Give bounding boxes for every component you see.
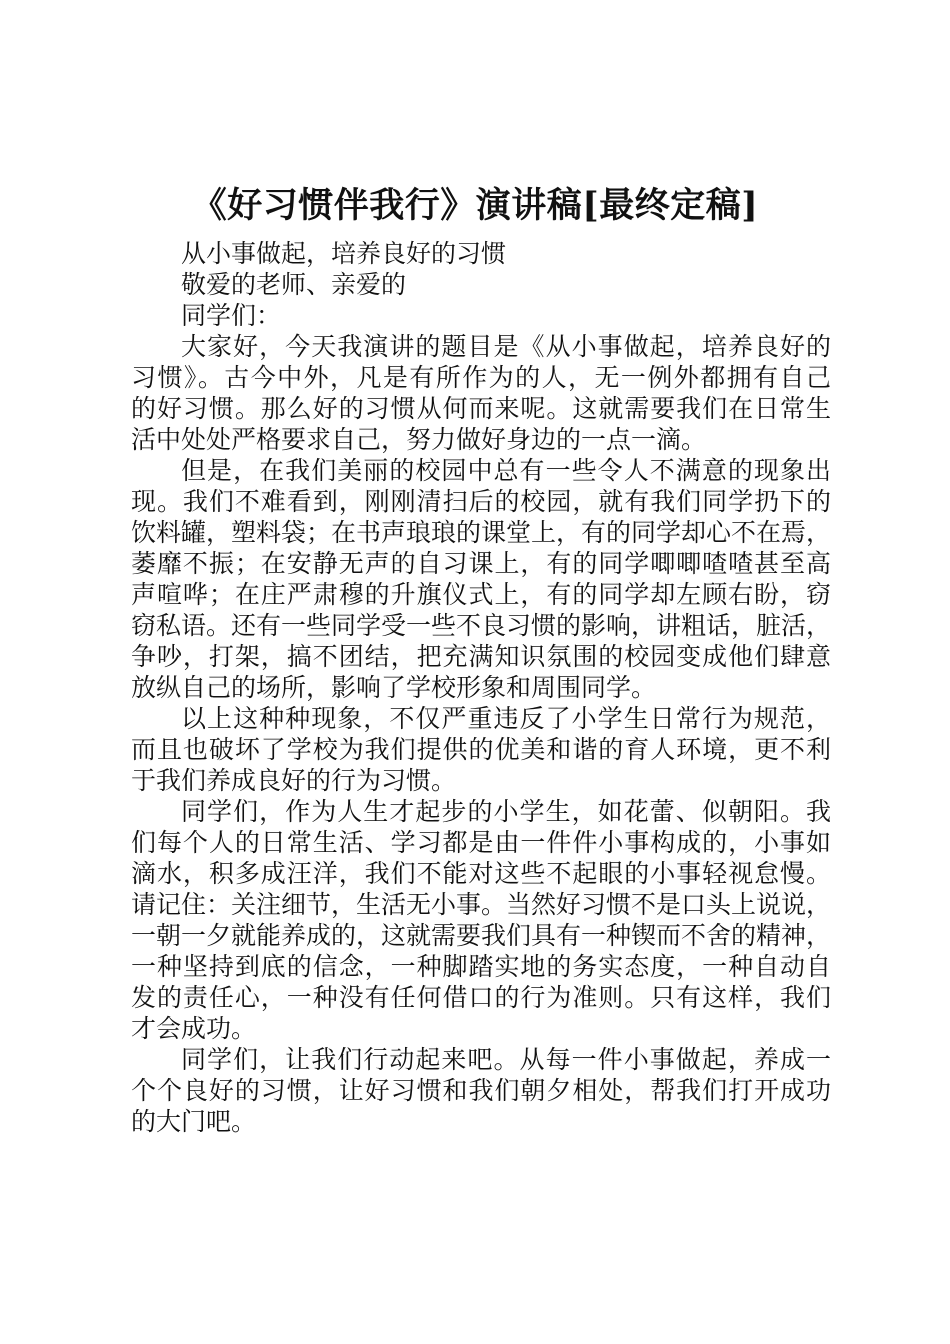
paragraph-line: 习惯》。古今中外，凡是有所作为的人，无一例外都拥有自己 bbox=[131, 363, 831, 392]
paragraph-line: 活中处处严格要求自己，努力做好身边的一点一滴。 bbox=[131, 425, 707, 454]
document-body bbox=[131, 238, 831, 1137]
paragraph-line: 请记住：关注细节，生活无小事。当然好习惯不是口头上说说， bbox=[131, 890, 832, 919]
paragraph-line: 争吵，打架，搞不团结，把充满知识氛围的校园变成他们肆意 bbox=[131, 642, 831, 671]
paragraph-line: 窃私语。还有一些同学受一些不良习惯的影响，讲粗话，脏活， bbox=[131, 611, 832, 640]
paragraph-line: 放纵自己的场所，影响了学校形象和周围同学。 bbox=[131, 673, 657, 702]
paragraph-line: 饮料罐，塑料袋；在书声琅琅的课堂上，有的同学却心不在焉， bbox=[131, 518, 832, 547]
paragraph-line: 现。我们不难看到，刚刚清扫后的校园，就有我们同学扔下的 bbox=[131, 487, 831, 516]
paragraph-line: 大家好，今天我演讲的题目是《从小事做起，培养良好的 bbox=[181, 332, 831, 361]
paragraph-line: 们每个人的日常生活、学习都是由一件件小事构成的，小事如 bbox=[131, 828, 831, 857]
paragraph-line: 同学们，让我们行动起来吧。从每一件小事做起，养成一 bbox=[181, 1045, 831, 1074]
paragraph-line: 才会成功。 bbox=[131, 1014, 257, 1043]
paragraph-line: 以上这种种现象，不仅严重违反了小学生日常行为规范， bbox=[181, 704, 831, 733]
salutation-line: 同学们： bbox=[181, 301, 282, 330]
paragraph-line: 个个良好的习惯，让好习惯和我们朝夕相处，帮我们打开成功 bbox=[131, 1076, 831, 1105]
paragraph-line: 而且也破坏了学校为我们提供的优美和谐的育人环境，更不利 bbox=[131, 735, 831, 764]
salutation-line: 敬爱的老师、亲爱的 bbox=[181, 270, 407, 299]
paragraph-line: 一朝一夕就能养成的，这就需要我们具有一种锲而不舍的精神， bbox=[131, 921, 832, 950]
paragraph-line: 的好习惯。那么好的习惯从何而来呢。这就需要我们在日常生 bbox=[131, 394, 831, 423]
document-title: 《好习惯伴我行》演讲稿[最终定稿] bbox=[191, 185, 759, 226]
paragraph-line: 但是，在我们美丽的校园中总有一些令人不满意的现象出 bbox=[181, 456, 831, 485]
paragraph-line: 同学们，作为人生才起步的小学生，如花蕾、似朝阳。我 bbox=[181, 797, 831, 826]
subtitle-line: 从小事做起，培养良好的习惯 bbox=[181, 239, 507, 268]
paragraph-line: 声喧哗；在庄严肃穆的升旗仪式上，有的同学却左顾右盼，窃 bbox=[131, 580, 831, 609]
paragraph-line: 于我们养成良好的行为习惯。 bbox=[131, 766, 457, 795]
paragraph-line: 滴水，积多成汪洋，我们不能对这些不起眼的小事轻视怠慢。 bbox=[131, 859, 831, 888]
paragraph-line: 萎靡不振；在安静无声的自习课上，有的同学唧唧喳喳甚至高 bbox=[131, 549, 831, 578]
paragraph-line: 一种坚持到底的信念，一种脚踏实地的务实态度，一种自动自 bbox=[131, 952, 831, 981]
paragraph-line: 发的责任心，一种没有任何借口的行为准则。只有这样，我们 bbox=[131, 983, 831, 1012]
paragraph-line: 的大门吧。 bbox=[131, 1107, 257, 1136]
